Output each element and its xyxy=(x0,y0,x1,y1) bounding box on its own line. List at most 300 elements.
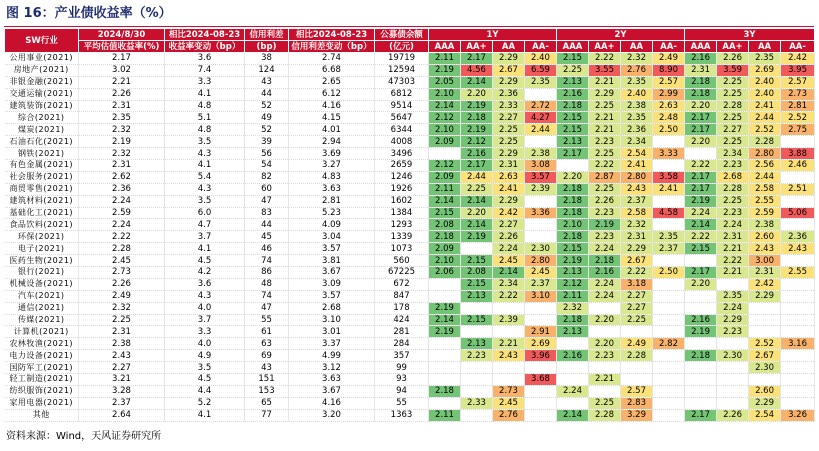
yield-2y-aaa-cell: 2.15 xyxy=(557,53,589,65)
yield-1y-aa-cell xyxy=(493,374,525,386)
yield-3y-aa-minus-cell xyxy=(781,255,815,267)
credit-spread-cell: 47 xyxy=(245,195,289,207)
table-row xyxy=(5,243,815,255)
yield-change-cell: 4.8 xyxy=(165,100,245,112)
spread-change-cell: 6.68 xyxy=(289,64,375,76)
yield-2y-aa-minus-cell: 2.35 xyxy=(653,231,685,243)
yield-change-cell: 4.0 xyxy=(165,302,245,314)
spread-change-cell: 6.12 xyxy=(289,88,375,100)
yield-2y-aa-cell: 2.28 xyxy=(621,350,653,362)
yield-3y-aa-cell: 2.42 xyxy=(749,278,781,290)
yield-1y-aa-cell: 2.67 xyxy=(493,64,525,76)
yield-3y-aaa-cell: 2.20 xyxy=(685,278,717,290)
industry-name-cell: 医药生物(2021) xyxy=(5,255,79,267)
yield-1y-aa-cell: 2.29 xyxy=(493,195,525,207)
yield-3y-aa-cell: 2.44 xyxy=(749,171,781,183)
yield-3y-aa-plus-cell: 2.27 xyxy=(717,124,749,136)
yield-1y-aa-cell xyxy=(493,326,525,338)
spread-change-cell: 3.63 xyxy=(289,183,375,195)
bond-balance-cell: 560 xyxy=(375,255,429,267)
yield-3y-aa-cell xyxy=(749,374,781,386)
header-spread-chg-bottom: 信用利差变动（bp） xyxy=(289,41,375,53)
yield-2y-aaa-cell: 2.18 xyxy=(557,195,589,207)
yield-3y-aa-plus-cell xyxy=(717,397,749,409)
spread-change-cell: 4.09 xyxy=(289,219,375,231)
yield-2y-aa-minus-cell: 2.82 xyxy=(653,338,685,350)
yield-2y-aa-minus-cell xyxy=(653,136,685,148)
yield-1y-aa-plus-cell xyxy=(461,326,493,338)
yield-1y-aaa-cell xyxy=(429,397,461,409)
spread-change-cell: 2.74 xyxy=(289,53,375,65)
spread-change-cell: 3.67 xyxy=(289,267,375,279)
yield-3y-aa-minus-cell: 2.73 xyxy=(781,88,815,100)
yield-1y-aa-plus-cell: 2.33 xyxy=(461,397,493,409)
header-rating-2y-aaa: AAA xyxy=(557,41,589,53)
yield-1y-aa-plus-cell: 2.19 xyxy=(461,231,493,243)
yield-change-cell: 3.6 xyxy=(165,278,245,290)
yield-1y-aaa-cell: 2.11 xyxy=(429,409,461,421)
yield-3y-aaa-cell xyxy=(685,255,717,267)
avg-yield-cell: 2.24 xyxy=(79,195,165,207)
yield-3y-aaa-cell xyxy=(685,290,717,302)
yield-2y-aa-plus-cell: 2.19 xyxy=(589,219,621,231)
yield-3y-aa-minus-cell: 2.75 xyxy=(781,124,815,136)
bond-balance-cell: 1073 xyxy=(375,243,429,255)
yield-1y-aa-cell: 2.73 xyxy=(493,385,525,397)
yield-3y-aaa-cell: 2.18 xyxy=(685,76,717,88)
yield-3y-aa-minus-cell xyxy=(781,362,815,374)
table-row xyxy=(5,362,815,374)
yield-2y-aa-plus-cell: 2.29 xyxy=(589,88,621,100)
yield-2y-aa-plus-cell: 2.25 xyxy=(589,183,621,195)
table-row xyxy=(5,409,815,421)
yield-3y-aa-plus-cell: 2.25 xyxy=(717,88,749,100)
yield-1y-aaa-cell: 2.18 xyxy=(429,231,461,243)
yield-1y-aa-cell: 2.33 xyxy=(493,100,525,112)
yield-2y-aaa-cell xyxy=(557,374,589,386)
industry-name-cell: 公用事业(2021) xyxy=(5,53,79,65)
bond-balance-cell: 1384 xyxy=(375,207,429,219)
yield-2y-aaa-cell: 2.20 xyxy=(557,171,589,183)
yield-1y-aa-cell: 2.25 xyxy=(493,136,525,148)
yield-2y-aa-plus-cell: 2.21 xyxy=(589,374,621,386)
credit-spread-cell: 60 xyxy=(245,183,289,195)
yield-1y-aa-cell: 2.63 xyxy=(493,171,525,183)
bond-balance-cell: 281 xyxy=(375,326,429,338)
yield-3y-aa-plus-cell: 2.21 xyxy=(717,267,749,279)
industry-name-cell: 电子(2021) xyxy=(5,243,79,255)
yield-1y-aa-plus-cell: 2.19 xyxy=(461,124,493,136)
spread-change-cell: 2.94 xyxy=(289,136,375,148)
yield-change-cell: 4.3 xyxy=(165,148,245,160)
yield-1y-aa-minus-cell xyxy=(525,409,557,421)
avg-yield-cell: 3.02 xyxy=(79,64,165,76)
yield-2y-aaa-cell: 2.13 xyxy=(557,136,589,148)
spread-change-cell: 3.57 xyxy=(289,243,375,255)
yield-1y-aa-minus-cell xyxy=(525,88,557,100)
header-spread-chg-top: 相比2024-08-23 xyxy=(289,29,375,41)
table-row xyxy=(5,385,815,397)
yield-1y-aaa-cell: 2.09 xyxy=(429,136,461,148)
credit-spread-cell: 56 xyxy=(245,148,289,160)
yield-1y-aa-minus-cell: 2.72 xyxy=(525,100,557,112)
table-row xyxy=(5,100,815,112)
bond-balance-cell: 3496 xyxy=(375,148,429,160)
yield-2y-aaa-cell: 2.18 xyxy=(557,314,589,326)
yield-2y-aa-minus-cell xyxy=(653,278,685,290)
yield-2y-aa-minus-cell: 3.58 xyxy=(653,171,685,183)
yield-3y-aa-plus-cell: 2.28 xyxy=(717,100,749,112)
yield-2y-aa-minus-cell xyxy=(653,314,685,326)
yield-3y-aa-plus-cell: 2.35 xyxy=(717,290,749,302)
yield-1y-aaa-cell xyxy=(429,374,461,386)
industry-name-cell: 银行(2021) xyxy=(5,267,79,279)
yield-2y-aa-plus-cell: 2.24 xyxy=(589,243,621,255)
header-industry: SW行业 xyxy=(5,29,79,53)
yield-1y-aaa-cell: 2.12 xyxy=(429,112,461,124)
yield-1y-aa-plus-cell xyxy=(461,362,493,374)
yield-3y-aa-minus-cell xyxy=(781,314,815,326)
yield-3y-aaa-cell xyxy=(685,397,717,409)
bond-balance-cell: 12594 xyxy=(375,64,429,76)
yield-3y-aa-minus-cell: 2.46 xyxy=(781,160,815,172)
yield-2y-aa-minus-cell: 4.58 xyxy=(653,207,685,219)
yield-2y-aa-plus-cell: 2.18 xyxy=(589,255,621,267)
yield-2y-aaa-cell: 2.19 xyxy=(557,255,589,267)
table-row xyxy=(5,207,815,219)
credit-spread-cell: 38 xyxy=(245,53,289,65)
yield-1y-aa-cell: 2.36 xyxy=(493,88,525,100)
yield-change-cell: 5.2 xyxy=(165,397,245,409)
yield-1y-aa-plus-cell: 2.12 xyxy=(461,136,493,148)
yield-3y-aa-cell: 2.41 xyxy=(749,100,781,112)
yield-2y-aa-minus-cell: 2.48 xyxy=(653,112,685,124)
yield-3y-aa-plus-cell: 3.59 xyxy=(717,64,749,76)
bond-balance-cell: 94 xyxy=(375,385,429,397)
bond-balance-cell: 47303 xyxy=(375,76,429,88)
yield-2y-aa-minus-cell xyxy=(653,362,685,374)
table-row xyxy=(5,267,815,279)
avg-yield-cell: 2.64 xyxy=(79,409,165,421)
yield-2y-aa-cell: 2.49 xyxy=(621,338,653,350)
yield-3y-aa-plus-cell xyxy=(717,374,749,386)
yield-change-cell: 4.4 xyxy=(165,385,245,397)
credit-spread-cell: 46 xyxy=(245,243,289,255)
yield-3y-aa-cell: 2.29 xyxy=(749,290,781,302)
yield-1y-aa-cell: 2.39 xyxy=(493,314,525,326)
yield-change-cell: 5.1 xyxy=(165,112,245,124)
yield-2y-aaa-cell: 2.18 xyxy=(557,183,589,195)
bond-balance-cell: 5647 xyxy=(375,112,429,124)
yield-2y-aa-cell: 2.27 xyxy=(621,302,653,314)
yield-1y-aa-cell: 2.22 xyxy=(493,290,525,302)
yield-3y-aa-plus-cell: 2.26 xyxy=(717,409,749,421)
yield-1y-aa-minus-cell: 2.80 xyxy=(525,255,557,267)
credit-spread-cell: 65 xyxy=(245,397,289,409)
yield-1y-aaa-cell: 2.09 xyxy=(429,243,461,255)
yield-3y-aa-plus-cell: 2.26 xyxy=(717,53,749,65)
yield-2y-aa-cell: 2.32 xyxy=(621,53,653,65)
yield-1y-aa-minus-cell xyxy=(525,385,557,397)
yield-2y-aa-minus-cell xyxy=(653,409,685,421)
yield-3y-aa-cell: 2.40 xyxy=(749,76,781,88)
yield-3y-aa-cell xyxy=(749,302,781,314)
spread-change-cell: 3.20 xyxy=(289,409,375,421)
yield-1y-aa-plus-cell: 2.25 xyxy=(461,183,493,195)
yield-2y-aa-cell: 2.22 xyxy=(621,267,653,279)
yield-change-cell: 3.5 xyxy=(165,195,245,207)
yield-2y-aa-cell: 2.83 xyxy=(621,397,653,409)
yield-3y-aa-cell: 2.60 xyxy=(749,231,781,243)
yield-2y-aaa-cell xyxy=(557,397,589,409)
yield-3y-aa-plus-cell: 2.31 xyxy=(717,231,749,243)
yield-2y-aa-minus-cell xyxy=(653,290,685,302)
spread-change-cell: 4.01 xyxy=(289,124,375,136)
header-group-3y: 3Y xyxy=(685,29,815,41)
header-rating-1y-aa-minus: AA- xyxy=(525,41,557,53)
yield-3y-aa-cell: 2.30 xyxy=(749,362,781,374)
industry-name-cell: 建筑装饰(2021) xyxy=(5,100,79,112)
yield-3y-aa-minus-cell: 3.26 xyxy=(781,409,815,421)
yield-2y-aa-minus-cell xyxy=(653,385,685,397)
yield-2y-aaa-cell: 2.14 xyxy=(557,409,589,421)
header-chg-bottom: 收益率变动（bp） xyxy=(165,41,245,53)
yield-2y-aaa-cell: 2.18 xyxy=(557,207,589,219)
yield-1y-aa-cell xyxy=(493,362,525,374)
yield-3y-aaa-cell xyxy=(685,385,717,397)
header-rating-3y-aa: AA xyxy=(749,41,781,53)
yield-2y-aaa-cell: 2.13 xyxy=(557,76,589,88)
spread-change-cell: 2.68 xyxy=(289,302,375,314)
industry-name-cell: 石油石化(2021) xyxy=(5,136,79,148)
credit-spread-cell: 44 xyxy=(245,219,289,231)
spread-change-cell: 4.99 xyxy=(289,350,375,362)
yield-1y-aa-minus-cell xyxy=(525,136,557,148)
yield-3y-aaa-cell: 2.16 xyxy=(685,314,717,326)
yield-3y-aa-plus-cell: 2.24 xyxy=(717,302,749,314)
spread-change-cell: 3.63 xyxy=(289,374,375,386)
yield-2y-aa-minus-cell xyxy=(653,255,685,267)
bond-balance-cell: 6812 xyxy=(375,88,429,100)
yield-change-cell: 4.7 xyxy=(165,219,245,231)
yield-1y-aa-minus-cell: 2.35 xyxy=(525,76,557,88)
yield-3y-aa-plus-cell: 2.34 xyxy=(717,148,749,160)
spread-change-cell: 3.27 xyxy=(289,160,375,172)
yield-3y-aa-plus-cell: 2.30 xyxy=(717,350,749,362)
avg-yield-cell: 2.45 xyxy=(79,255,165,267)
yield-2y-aaa-cell: 2.16 xyxy=(557,350,589,362)
yield-1y-aa-minus-cell: 3.57 xyxy=(525,171,557,183)
yield-2y-aa-cell: 2.40 xyxy=(621,88,653,100)
yield-1y-aa-plus-cell: 2.15 xyxy=(461,278,493,290)
yield-change-cell: 4.1 xyxy=(165,243,245,255)
yield-change-cell: 4.5 xyxy=(165,255,245,267)
yield-2y-aaa-cell: 2.18 xyxy=(557,100,589,112)
yield-3y-aa-minus-cell: 3.16 xyxy=(781,338,815,350)
yield-3y-aa-minus-cell: 2.55 xyxy=(781,267,815,279)
bond-balance-cell: 847 xyxy=(375,290,429,302)
bond-balance-cell: 93 xyxy=(375,374,429,386)
table-row xyxy=(5,195,815,207)
yield-2y-aa-plus-cell: 2.21 xyxy=(589,76,621,88)
spread-change-cell: 3.57 xyxy=(289,290,375,302)
yield-1y-aaa-cell: 2.06 xyxy=(429,267,461,279)
yield-1y-aaa-cell: 2.14 xyxy=(429,195,461,207)
yield-3y-aa-plus-cell: 2.25 xyxy=(717,76,749,88)
header-rating-1y-aa: AA xyxy=(493,41,525,53)
yield-2y-aa-plus-cell: 2.87 xyxy=(589,171,621,183)
yield-1y-aa-minus-cell: 3.68 xyxy=(525,374,557,386)
yield-3y-aa-cell: 2.31 xyxy=(749,267,781,279)
industry-name-cell: 建筑材料(2021) xyxy=(5,195,79,207)
yield-3y-aa-plus-cell: 2.68 xyxy=(717,171,749,183)
industry-name-cell: 煤炭(2021) xyxy=(5,124,79,136)
spread-change-cell: 2.81 xyxy=(289,195,375,207)
yield-2y-aa-minus-cell xyxy=(653,326,685,338)
header-rating-2y-aa: AA xyxy=(621,41,653,53)
credit-spread-cell: 83 xyxy=(245,207,289,219)
yield-2y-aa-minus-cell: 2.50 xyxy=(653,124,685,136)
bond-balance-cell: 672 xyxy=(375,278,429,290)
yield-2y-aa-cell xyxy=(621,326,653,338)
yield-2y-aa-cell: 2.38 xyxy=(621,100,653,112)
yield-1y-aa-plus-cell: 2.13 xyxy=(461,338,493,350)
yield-1y-aa-cell: 2.27 xyxy=(493,112,525,124)
yield-2y-aaa-cell: 2.10 xyxy=(557,219,589,231)
yield-change-cell: 4.1 xyxy=(165,88,245,100)
table-row xyxy=(5,64,815,76)
avg-yield-cell: 2.17 xyxy=(79,53,165,65)
credit-spread-cell: 43 xyxy=(245,76,289,88)
yield-3y-aa-minus-cell xyxy=(781,219,815,231)
yield-3y-aaa-cell: 2.17 xyxy=(685,267,717,279)
yield-2y-aa-plus-cell: 2.25 xyxy=(589,397,621,409)
credit-spread-cell: 61 xyxy=(245,326,289,338)
yield-1y-aa-cell: 2.14 xyxy=(493,267,525,279)
credit-spread-cell: 74 xyxy=(245,255,289,267)
yield-3y-aaa-cell: 2.17 xyxy=(685,112,717,124)
avg-yield-cell: 2.59 xyxy=(79,207,165,219)
yield-1y-aa-plus-cell: 2.16 xyxy=(461,148,493,160)
bond-balance-cell: 19719 xyxy=(375,53,429,65)
avg-yield-cell: 2.38 xyxy=(79,338,165,350)
yield-3y-aa-cell: 2.28 xyxy=(749,136,781,148)
spread-change-cell: 4.83 xyxy=(289,171,375,183)
yield-3y-aa-minus-cell xyxy=(781,350,815,362)
yield-2y-aa-minus-cell xyxy=(653,219,685,231)
spread-change-cell: 3.12 xyxy=(289,362,375,374)
yield-2y-aa-minus-cell xyxy=(653,350,685,362)
yield-2y-aa-plus-cell: 3.55 xyxy=(589,64,621,76)
yield-3y-aa-cell: 2.56 xyxy=(749,160,781,172)
yield-2y-aaa-cell: 2.24 xyxy=(557,385,589,397)
avg-yield-cell: 2.27 xyxy=(79,362,165,374)
yield-1y-aa-minus-cell xyxy=(525,397,557,409)
industry-name-cell: 计算机(2021) xyxy=(5,326,79,338)
yield-3y-aa-minus-cell: 3.88 xyxy=(781,148,815,160)
yield-2y-aa-minus-cell: 2.99 xyxy=(653,88,685,100)
yield-1y-aaa-cell: 2.19 xyxy=(429,326,461,338)
credit-spread-cell: 153 xyxy=(245,385,289,397)
yield-2y-aa-cell: 2.41 xyxy=(621,160,653,172)
yield-2y-aa-plus-cell: 2.21 xyxy=(589,112,621,124)
table-row xyxy=(5,136,815,148)
bond-balance-cell: 67225 xyxy=(375,267,429,279)
bond-balance-cell: 55 xyxy=(375,397,429,409)
avg-yield-cell: 2.62 xyxy=(79,171,165,183)
header-spread-top: 信用利差 xyxy=(245,29,289,41)
yield-1y-aa-minus-cell xyxy=(525,314,557,326)
table-row xyxy=(5,314,815,326)
yield-1y-aa-minus-cell: 2.44 xyxy=(525,124,557,136)
industry-name-cell: 有色金属(2021) xyxy=(5,160,79,172)
yield-2y-aa-minus-cell: 2.57 xyxy=(653,76,685,88)
yield-2y-aa-plus-cell xyxy=(589,362,621,374)
avg-yield-cell: 2.32 xyxy=(79,302,165,314)
credit-spread-cell: 54 xyxy=(245,160,289,172)
credit-spread-cell: 77 xyxy=(245,409,289,421)
yield-3y-aa-plus-cell xyxy=(717,385,749,397)
yield-change-cell: 4.8 xyxy=(165,124,245,136)
avg-yield-cell: 2.32 xyxy=(79,148,165,160)
yield-2y-aa-minus-cell xyxy=(653,302,685,314)
table-row xyxy=(5,148,815,160)
yield-3y-aaa-cell: 2.24 xyxy=(685,207,717,219)
yield-1y-aa-minus-cell xyxy=(525,362,557,374)
yield-3y-aa-minus-cell: 2.51 xyxy=(781,183,815,195)
figure-title: 图 16：产业债收益率（%） xyxy=(6,6,172,21)
yield-3y-aaa-cell xyxy=(685,302,717,314)
yield-1y-aaa-cell: 2.10 xyxy=(429,124,461,136)
credit-spread-cell: 55 xyxy=(245,314,289,326)
yield-2y-aaa-cell: 2.16 xyxy=(557,88,589,100)
yield-2y-aa-plus-cell: 2.21 xyxy=(589,124,621,136)
avg-yield-cell: 2.32 xyxy=(79,124,165,136)
yield-change-cell: 3.5 xyxy=(165,136,245,148)
bond-balance-cell: 1293 xyxy=(375,219,429,231)
yield-2y-aa-minus-cell: 2.37 xyxy=(653,243,685,255)
credit-spread-cell: 151 xyxy=(245,374,289,386)
yield-1y-aa-plus-cell: 2.14 xyxy=(461,76,493,88)
yield-2y-aa-minus-cell xyxy=(653,160,685,172)
yield-3y-aa-minus-cell xyxy=(781,385,815,397)
spread-change-cell: 4.16 xyxy=(289,397,375,409)
yield-2y-aa-minus-cell: 3.33 xyxy=(653,148,685,160)
yield-1y-aaa-cell: 2.11 xyxy=(429,53,461,65)
yield-2y-aa-minus-cell xyxy=(653,374,685,386)
industry-name-cell: 社会服务(2021) xyxy=(5,171,79,183)
yield-2y-aa-minus-cell: 8.90 xyxy=(653,64,685,76)
bond-balance-cell: 424 xyxy=(375,314,429,326)
yield-3y-aaa-cell: 2.19 xyxy=(685,326,717,338)
yield-2y-aa-plus-cell: 2.22 xyxy=(589,160,621,172)
yield-1y-aa-minus-cell: 3.08 xyxy=(525,160,557,172)
yield-3y-aa-plus-cell xyxy=(717,362,749,374)
yield-3y-aa-cell: 2.58 xyxy=(749,183,781,195)
yield-1y-aa-cell: 2.27 xyxy=(493,219,525,231)
yield-3y-aaa-cell: 2.31 xyxy=(685,64,717,76)
yield-3y-aa-plus-cell: 2.28 xyxy=(717,183,749,195)
yield-change-cell: 3.3 xyxy=(165,326,245,338)
yield-change-cell: 4.5 xyxy=(165,374,245,386)
yield-2y-aa-cell: 2.32 xyxy=(621,219,653,231)
table-row xyxy=(5,124,815,136)
yield-2y-aa-cell: 2.25 xyxy=(621,314,653,326)
bond-balance-cell: 9514 xyxy=(375,100,429,112)
industry-name-cell: 轻工制造(2021) xyxy=(5,374,79,386)
yield-3y-aa-plus-cell: 2.23 xyxy=(717,326,749,338)
yield-1y-aaa-cell: 2.14 xyxy=(429,314,461,326)
